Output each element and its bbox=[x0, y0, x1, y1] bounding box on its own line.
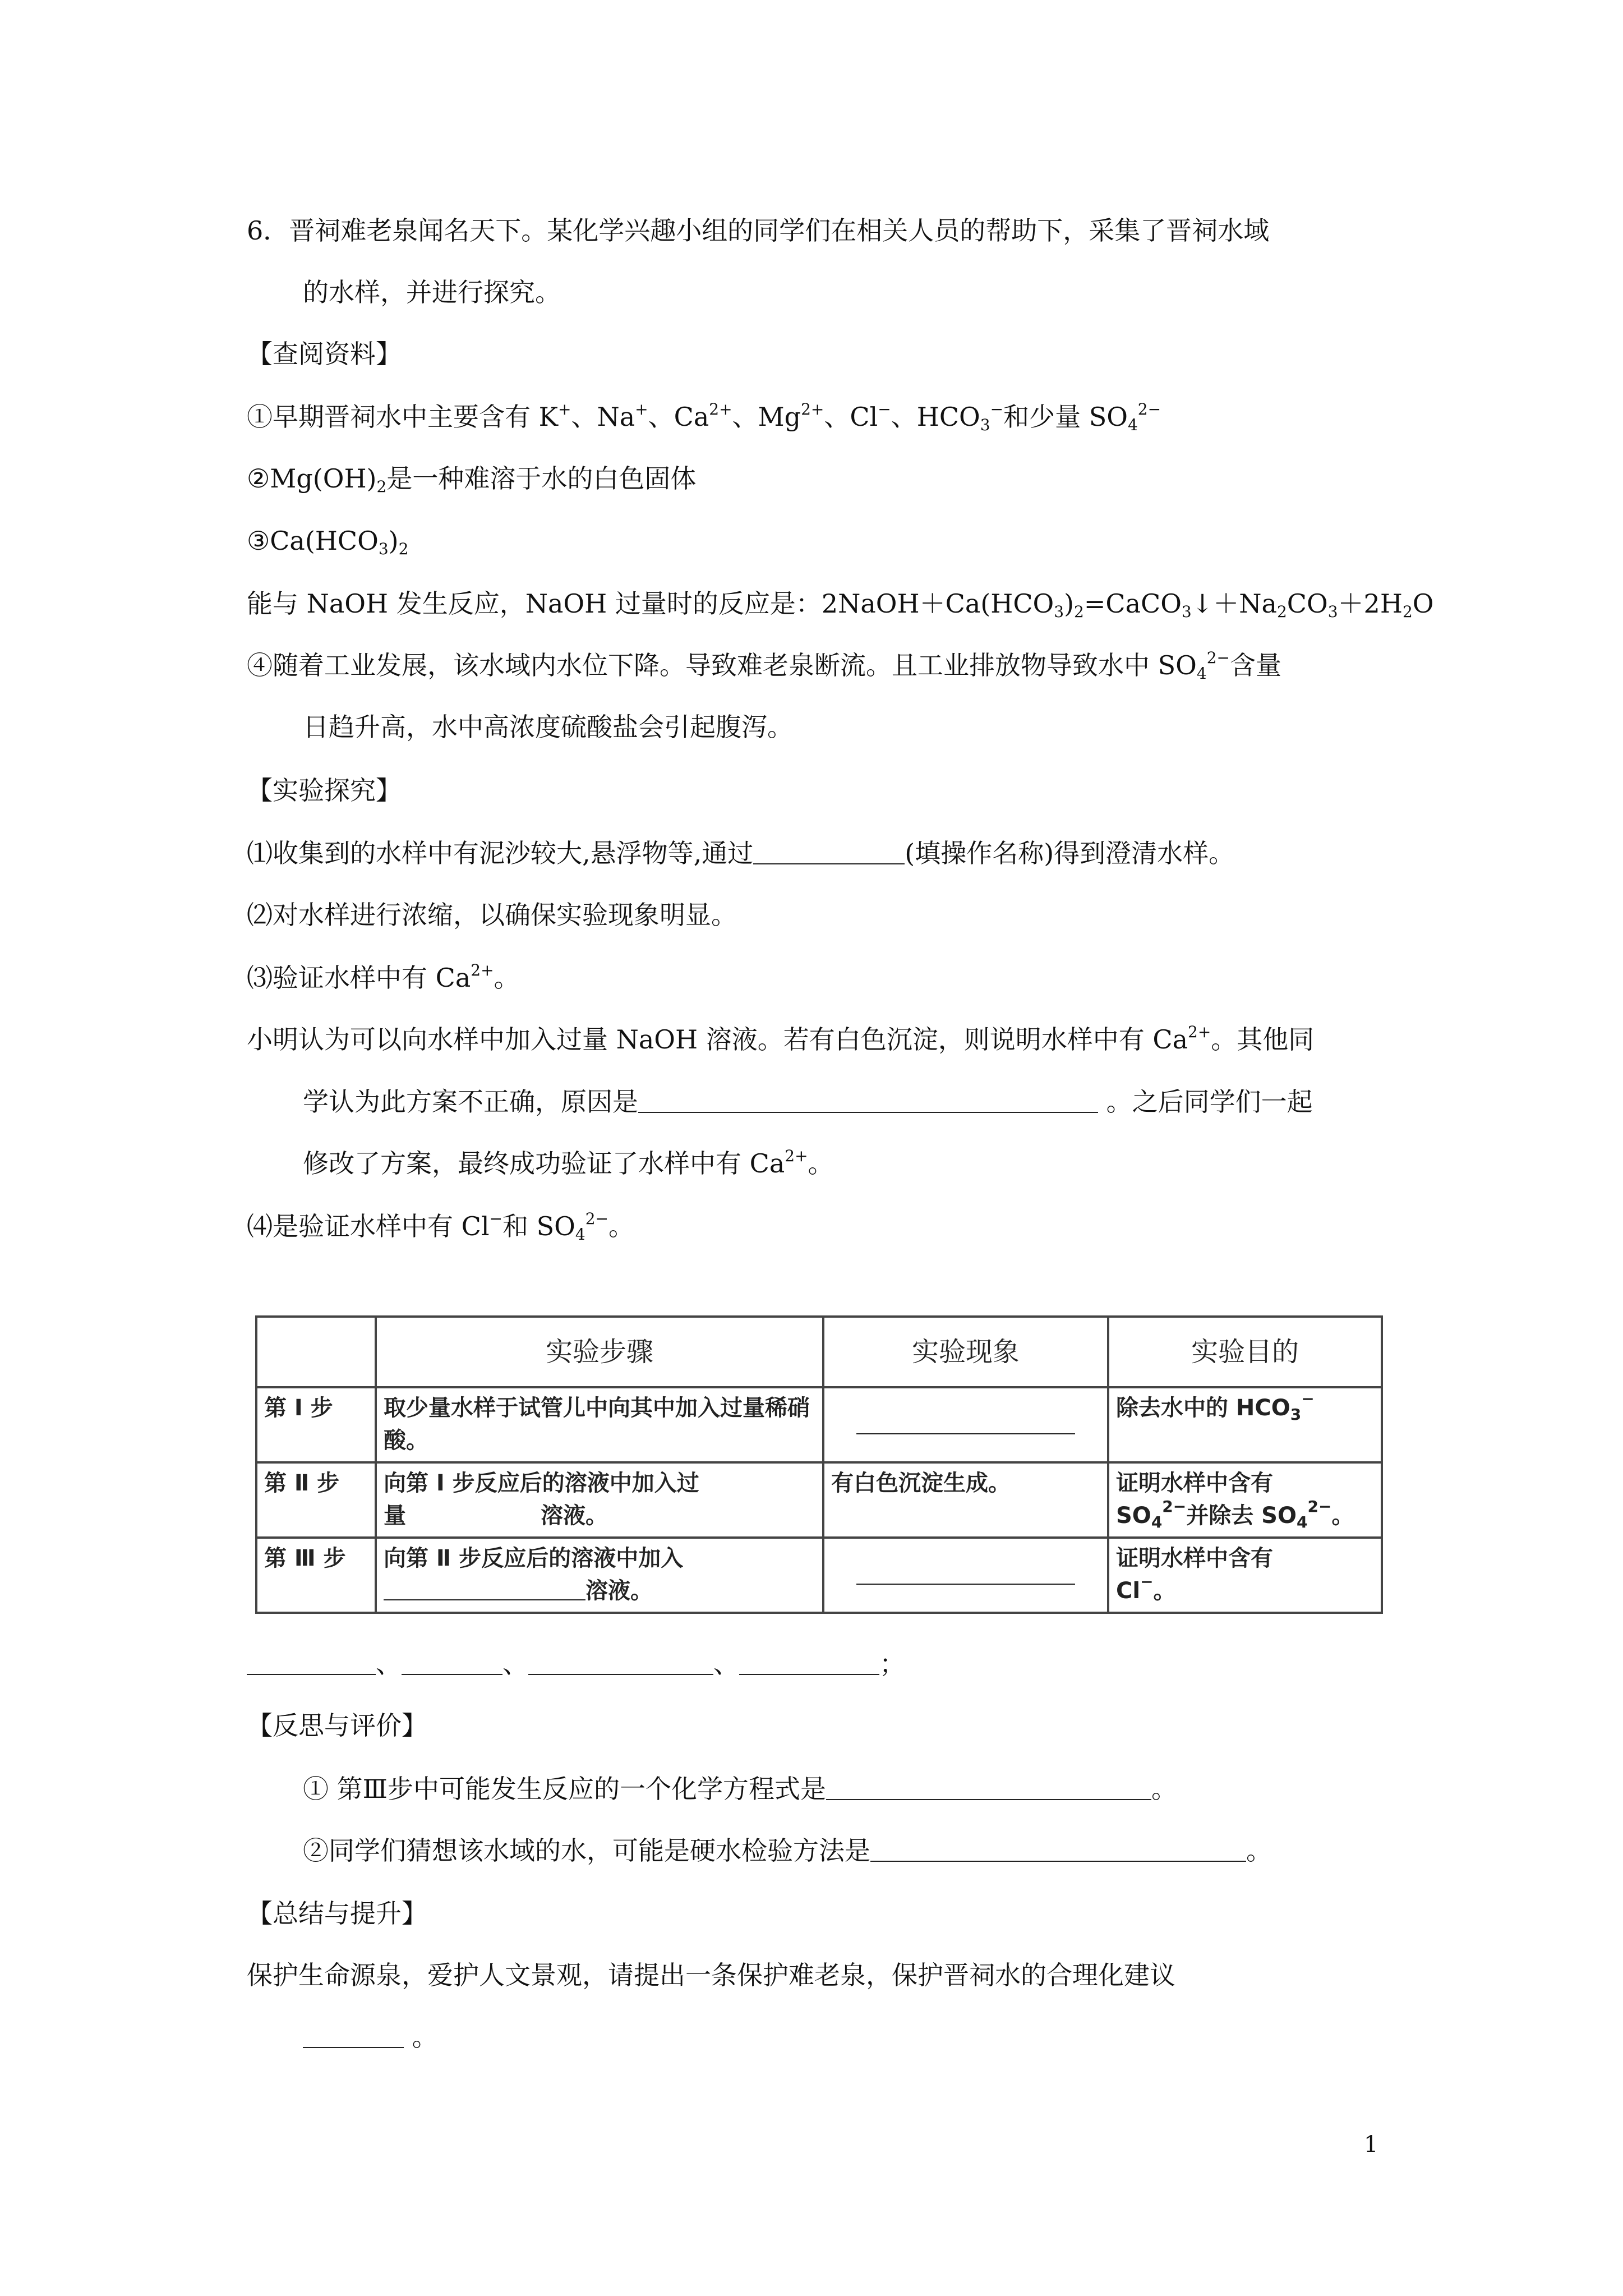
step-label: 第 Ⅱ 步 bbox=[256, 1462, 376, 1538]
data-item-1: ①早期晋祠水中主要含有 K+、Na+、$Ca^{2+}$、$Mg^{2+}$、Cl−、$HCO_3^-$和少量 $SO_4^{2-}$ bbox=[247, 400, 1161, 434]
section-heading-reflection: 【反思与评价】 bbox=[247, 1710, 427, 1741]
observation-cell bbox=[823, 1387, 1108, 1462]
purpose-cell: 证明水样中含有 Cl−。 bbox=[1108, 1538, 1382, 1613]
table-header-blank bbox=[256, 1317, 376, 1387]
xiaoming-paragraph-line-2: 学认为此方案不正确，原因是 。之后同学们一起 bbox=[303, 1087, 1313, 1117]
table-row bbox=[256, 1387, 1382, 1462]
answer-blank-observation-3[interactable] bbox=[856, 1561, 1075, 1585]
table-header-observation: 实验现象 bbox=[823, 1317, 1108, 1387]
answer-blank-reagent-1[interactable] bbox=[406, 1503, 541, 1525]
question-line-1: 6．晋祠难老泉闻名天下。某化学兴趣小组的同学们在相关人员的帮助下，采集了晋祠水域 bbox=[247, 215, 1270, 246]
purpose-cell: 除去水中的 $HCO_3^-$ bbox=[1108, 1387, 1382, 1462]
table-row bbox=[256, 1462, 1382, 1538]
page-number: 1 bbox=[1364, 2132, 1378, 2157]
section-heading-data: 【查阅资料】 bbox=[247, 339, 402, 369]
question-number: 6． bbox=[247, 215, 289, 246]
answer-blank-table-1[interactable] bbox=[247, 1651, 376, 1675]
answer-blank-equation[interactable] bbox=[826, 1777, 1151, 1800]
reflection-item-1: ① 第Ⅲ步中可能发生反应的一个化学方程式是 。 bbox=[303, 1774, 1177, 1804]
answer-blank-observation-1[interactable] bbox=[856, 1411, 1075, 1434]
summary-line-1: 保护生命源泉，爱护人文景观，请提出一条保护难老泉，保护晋祠水的合理化建议 bbox=[247, 1960, 1175, 1990]
table-row bbox=[256, 1538, 1382, 1613]
xiaoming-paragraph-line-1: 小明认为可以向水样中加入过量 NaOH 溶液。若有白色沉淀，则说明水样中有 $Ca^{2+}$。其他同 bbox=[247, 1023, 1315, 1055]
experiment-table bbox=[255, 1315, 1383, 1614]
step-action: 取少量水样于试管儿中向其中加入过量稀硝酸。 bbox=[376, 1387, 823, 1462]
experiment-step-3: ⑶验证水样中有 $Ca^{2+}$。 bbox=[247, 961, 520, 993]
experiment-step-2: ⑵对水样进行浓缩，以确保实验现象明显。 bbox=[247, 900, 737, 930]
observation-cell: 有白色沉淀生成。 bbox=[823, 1462, 1108, 1538]
section-heading-experiment: 【实验探究】 bbox=[247, 775, 402, 806]
step-label: 第 Ⅰ 步 bbox=[256, 1387, 376, 1462]
data-item-4-line-2: 日趋升高，水中高浓度硫酸盐会引起腹泻。 bbox=[303, 712, 793, 742]
data-item-3: $③Ca(HCO_3)_2$ bbox=[247, 526, 409, 558]
purpose-cell: 证明水样中含有 $SO_4^{2-}$并除去 $SO_4^{2-}$。 bbox=[1108, 1462, 1382, 1538]
step-label: 第 Ⅲ 步 bbox=[256, 1538, 376, 1613]
answer-blank-operation[interactable] bbox=[753, 841, 905, 864]
reflection-item-2: ②同学们猜想该水域的水，可能是硬水检验方法是 。 bbox=[303, 1835, 1272, 1866]
answer-blank-table-4[interactable] bbox=[739, 1651, 879, 1675]
reaction-equation: 能与 NaOH 发生反应，NaOH 过量时的反应是：$2NaOH+Ca(HCO_3)_2=CaCO_3↓+Na_2CO_3+2H_2O$ bbox=[247, 588, 1434, 621]
question-line-2: 的水样，并进行探究。 bbox=[303, 277, 561, 307]
answer-blank-table-3[interactable] bbox=[528, 1651, 713, 1675]
table-header-purpose: 实验目的 bbox=[1108, 1317, 1382, 1387]
table-answer-line: 、 、 、 ； bbox=[247, 1646, 905, 1681]
answer-blank-hard-water-test[interactable] bbox=[870, 1838, 1246, 1862]
observation-cell bbox=[823, 1538, 1108, 1613]
table-header-row bbox=[256, 1317, 1382, 1387]
table-header-steps: 实验步骤 bbox=[376, 1317, 823, 1387]
answer-blank-suggestion[interactable] bbox=[303, 2024, 404, 2048]
step-action: 向第 Ⅰ 步反应后的溶液中加入过 量 溶液。 bbox=[376, 1462, 823, 1538]
answer-blank-reason[interactable] bbox=[638, 1089, 1098, 1113]
step-action: 向第 Ⅱ 步反应后的溶液中加入 溶液。 bbox=[376, 1538, 823, 1613]
experiment-step-1: ⑴收集到的水样中有泥沙较大,悬浮物等,通过 (填操作名称)得到澄清水样。 bbox=[247, 838, 1235, 868]
data-item-4: ④随着工业发展，该水域内水位下降。导致难老泉断流。且工业排放物导致水中 $SO_4^{2-}$含量 bbox=[247, 648, 1281, 683]
experiment-step-4: ⑷是验证水样中有 Cl−和 $SO_4^{2-}$。 bbox=[247, 1209, 634, 1244]
summary-line-2: 。 bbox=[303, 2019, 438, 2054]
answer-blank-table-2[interactable] bbox=[402, 1651, 502, 1675]
data-item-2: $②Mg(OH)_2$是一种难溶于水的白色固体 bbox=[247, 463, 697, 496]
answer-blank-reagent-2[interactable] bbox=[384, 1577, 585, 1600]
section-heading-summary: 【总结与提升】 bbox=[247, 1898, 427, 1929]
xiaoming-paragraph-line-3: 修改了方案，最终成功验证了水样中有 $Ca^{2+}$。 bbox=[303, 1147, 834, 1179]
